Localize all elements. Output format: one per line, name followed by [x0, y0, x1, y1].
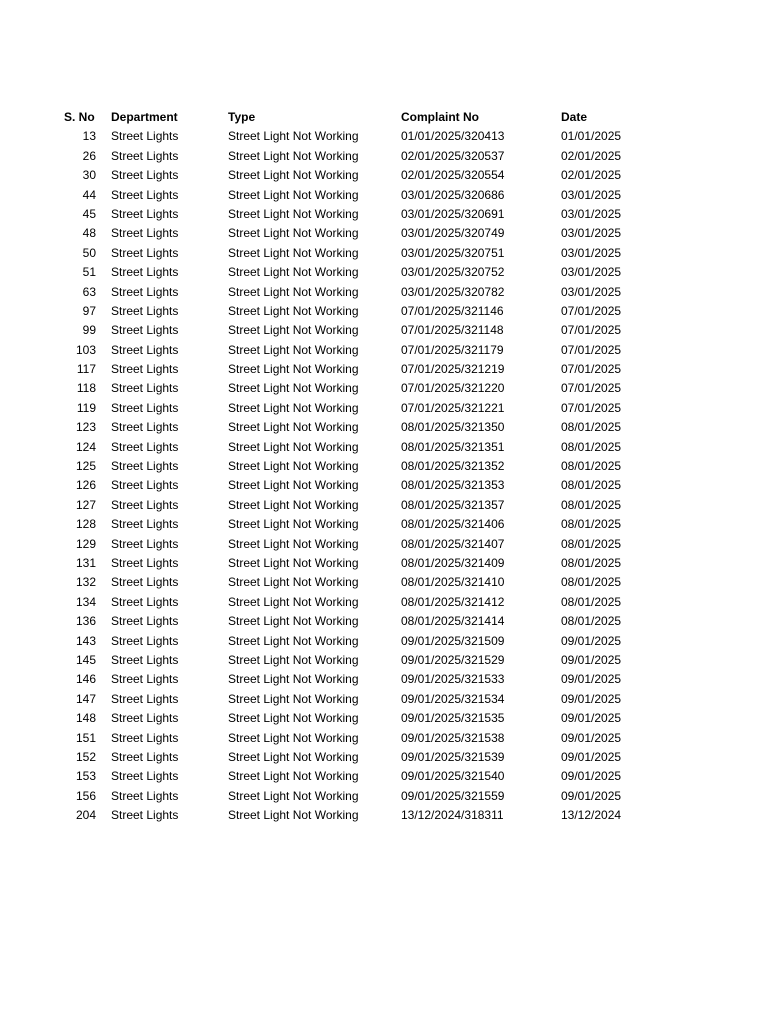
table-row — [0, 767, 768, 786]
cell-sno: 131 — [75, 555, 96, 570]
cell-type: Street Light Not Working — [228, 788, 359, 803]
table-row — [0, 806, 768, 825]
cell-date: 09/01/2025 — [561, 769, 622, 784]
cell-department: Street Lights — [111, 439, 179, 454]
cell-type: Street Light Not Working — [228, 517, 359, 532]
cell-type: Street Light Not Working — [228, 342, 359, 357]
cell-type: Street Light Not Working — [228, 148, 359, 163]
cell-type: Street Light Not Working — [228, 265, 359, 280]
cell-sno: 134 — [75, 594, 96, 609]
cell-date: 03/01/2025 — [561, 206, 622, 221]
cell-date: 07/01/2025 — [561, 342, 622, 357]
table-row — [0, 690, 768, 709]
cell-department: Street Lights — [111, 749, 179, 764]
cell-department: Street Lights — [111, 652, 179, 667]
cell-date: 08/01/2025 — [561, 614, 622, 629]
cell-complaint-no: 02/01/2025/320554 — [401, 168, 505, 183]
cell-sno: 132 — [75, 575, 96, 590]
table-row — [0, 573, 768, 592]
cell-complaint-no: 08/01/2025/321350 — [401, 420, 505, 435]
table-row — [0, 670, 768, 689]
table-row — [0, 399, 768, 418]
header-type: Type — [228, 110, 256, 124]
cell-date: 07/01/2025 — [561, 303, 622, 318]
cell-sno: 136 — [75, 614, 96, 629]
cell-sno: 153 — [75, 769, 96, 784]
cell-department: Street Lights — [111, 788, 179, 803]
cell-type: Street Light Not Working — [228, 691, 359, 706]
cell-complaint-no: 13/12/2024/318311 — [401, 808, 504, 823]
cell-complaint-no: 09/01/2025/321533 — [401, 672, 505, 687]
table-row — [0, 457, 768, 476]
table-row — [0, 709, 768, 728]
table-row — [0, 341, 768, 360]
cell-department: Street Lights — [111, 362, 179, 377]
table-row — [0, 418, 768, 437]
cell-date: 09/01/2025 — [561, 633, 622, 648]
table-row — [0, 283, 768, 302]
cell-department: Street Lights — [111, 769, 179, 784]
cell-sno: 143 — [75, 633, 96, 648]
cell-department: Street Lights — [111, 342, 179, 357]
cell-date: 09/01/2025 — [561, 749, 622, 764]
cell-type: Street Light Not Working — [228, 323, 359, 338]
cell-sno: 204 — [75, 808, 96, 823]
cell-type: Street Light Not Working — [228, 497, 359, 512]
cell-date: 07/01/2025 — [561, 381, 622, 396]
cell-sno: 50 — [82, 245, 96, 260]
table-row — [0, 186, 768, 205]
cell-department: Street Lights — [111, 555, 179, 570]
cell-complaint-no: 02/01/2025/320537 — [401, 148, 505, 163]
cell-date: 03/01/2025 — [561, 245, 622, 260]
cell-department: Street Lights — [111, 381, 179, 396]
cell-type: Street Light Not Working — [228, 633, 359, 648]
cell-type: Street Light Not Working — [228, 749, 359, 764]
cell-sno: 123 — [75, 420, 96, 435]
cell-sno: 45 — [82, 206, 96, 221]
cell-type: Street Light Not Working — [228, 284, 359, 299]
cell-complaint-no: 07/01/2025/321146 — [401, 303, 504, 318]
cell-date: 08/01/2025 — [561, 555, 622, 570]
table-row — [0, 496, 768, 515]
cell-department: Street Lights — [111, 168, 179, 183]
table-row — [0, 787, 768, 806]
cell-type: Street Light Not Working — [228, 575, 359, 590]
cell-department: Street Lights — [111, 808, 179, 823]
cell-complaint-no: 03/01/2025/320751 — [401, 245, 505, 260]
cell-department: Street Lights — [111, 614, 179, 629]
table-row — [0, 612, 768, 631]
cell-complaint-no: 09/01/2025/321509 — [401, 633, 505, 648]
cell-complaint-no: 08/01/2025/321407 — [401, 536, 505, 551]
cell-complaint-no: 03/01/2025/320749 — [401, 226, 505, 241]
table-row — [0, 632, 768, 651]
cell-type: Street Light Not Working — [228, 614, 359, 629]
cell-complaint-no: 08/01/2025/321410 — [401, 575, 505, 590]
table-row — [0, 127, 768, 146]
cell-date: 03/01/2025 — [561, 265, 622, 280]
cell-complaint-no: 09/01/2025/321540 — [401, 769, 505, 784]
cell-type: Street Light Not Working — [228, 129, 359, 144]
cell-sno: 51 — [82, 265, 96, 280]
cell-complaint-no: 08/01/2025/321409 — [401, 555, 505, 570]
cell-sno: 124 — [75, 439, 96, 454]
cell-date: 09/01/2025 — [561, 691, 622, 706]
cell-complaint-no: 09/01/2025/321539 — [401, 749, 505, 764]
cell-type: Street Light Not Working — [228, 769, 359, 784]
cell-type: Street Light Not Working — [228, 245, 359, 260]
cell-type: Street Light Not Working — [228, 187, 359, 202]
table-row — [0, 147, 768, 166]
table-row — [0, 379, 768, 398]
cell-complaint-no: 07/01/2025/321148 — [401, 323, 504, 338]
cell-sno: 151 — [75, 730, 96, 745]
complaints-table — [0, 108, 768, 825]
cell-department: Street Lights — [111, 594, 179, 609]
cell-date: 09/01/2025 — [561, 672, 622, 687]
cell-date: 02/01/2025 — [561, 148, 622, 163]
cell-type: Street Light Not Working — [228, 303, 359, 318]
cell-sno: 126 — [75, 478, 96, 493]
cell-sno: 103 — [75, 342, 96, 357]
cell-type: Street Light Not Working — [228, 652, 359, 667]
cell-department: Street Lights — [111, 284, 179, 299]
cell-type: Street Light Not Working — [228, 808, 359, 823]
cell-department: Street Lights — [111, 633, 179, 648]
cell-date: 09/01/2025 — [561, 652, 622, 667]
cell-date: 08/01/2025 — [561, 439, 622, 454]
cell-complaint-no: 01/01/2025/320413 — [401, 129, 505, 144]
cell-date: 08/01/2025 — [561, 459, 622, 474]
cell-sno: 127 — [75, 497, 96, 512]
table-header-row — [0, 108, 768, 127]
table-row — [0, 166, 768, 185]
cell-date: 09/01/2025 — [561, 788, 622, 803]
cell-complaint-no: 09/01/2025/321535 — [401, 711, 505, 726]
cell-type: Street Light Not Working — [228, 594, 359, 609]
cell-sno: 48 — [82, 226, 96, 241]
table-row — [0, 205, 768, 224]
cell-sno: 30 — [82, 168, 96, 183]
cell-department: Street Lights — [111, 459, 179, 474]
cell-sno: 128 — [75, 517, 96, 532]
cell-sno: 118 — [76, 381, 96, 396]
cell-sno: 44 — [82, 187, 96, 202]
cell-department: Street Lights — [111, 245, 179, 260]
cell-type: Street Light Not Working — [228, 362, 359, 377]
cell-department: Street Lights — [111, 420, 179, 435]
cell-department: Street Lights — [111, 187, 179, 202]
cell-type: Street Light Not Working — [228, 536, 359, 551]
cell-date: 08/01/2025 — [561, 497, 622, 512]
cell-department: Street Lights — [111, 323, 179, 338]
cell-type: Street Light Not Working — [228, 381, 359, 396]
cell-type: Street Light Not Working — [228, 459, 359, 474]
cell-complaint-no: 03/01/2025/320686 — [401, 187, 505, 202]
cell-sno: 26 — [82, 148, 96, 163]
cell-department: Street Lights — [111, 206, 179, 221]
cell-department: Street Lights — [111, 265, 179, 280]
table-row — [0, 554, 768, 573]
cell-type: Street Light Not Working — [228, 478, 359, 493]
cell-complaint-no: 09/01/2025/321538 — [401, 730, 505, 745]
cell-department: Street Lights — [111, 129, 179, 144]
cell-type: Street Light Not Working — [228, 439, 359, 454]
cell-date: 07/01/2025 — [561, 400, 622, 415]
cell-complaint-no: 07/01/2025/321220 — [401, 381, 505, 396]
cell-date: 07/01/2025 — [561, 323, 622, 338]
cell-department: Street Lights — [111, 226, 179, 241]
cell-date: 03/01/2025 — [561, 187, 622, 202]
cell-complaint-no: 03/01/2025/320782 — [401, 284, 505, 299]
cell-sno: 156 — [75, 788, 96, 803]
cell-date: 07/01/2025 — [561, 362, 622, 377]
cell-department: Street Lights — [111, 672, 179, 687]
cell-date: 01/01/2025 — [561, 129, 622, 144]
cell-complaint-no: 08/01/2025/321414 — [401, 614, 505, 629]
header-department: Department — [111, 110, 178, 124]
cell-department: Street Lights — [111, 730, 179, 745]
cell-sno: 129 — [75, 536, 96, 551]
cell-department: Street Lights — [111, 303, 179, 318]
cell-sno: 145 — [75, 652, 96, 667]
cell-type: Street Light Not Working — [228, 555, 359, 570]
cell-department: Street Lights — [111, 478, 179, 493]
cell-date: 08/01/2025 — [561, 420, 622, 435]
table-row — [0, 748, 768, 767]
cell-type: Street Light Not Working — [228, 226, 359, 241]
cell-department: Street Lights — [111, 517, 179, 532]
cell-complaint-no: 08/01/2025/321412 — [401, 594, 505, 609]
cell-date: 02/01/2025 — [561, 168, 622, 183]
cell-complaint-no: 09/01/2025/321529 — [401, 652, 505, 667]
table-row — [0, 263, 768, 282]
cell-complaint-no: 08/01/2025/321353 — [401, 478, 505, 493]
cell-sno: 125 — [75, 459, 96, 474]
cell-complaint-no: 03/01/2025/320752 — [401, 265, 505, 280]
cell-type: Street Light Not Working — [228, 168, 359, 183]
cell-date: 09/01/2025 — [561, 730, 622, 745]
table-row — [0, 224, 768, 243]
cell-date: 08/01/2025 — [561, 478, 622, 493]
table-row — [0, 244, 768, 263]
cell-type: Street Light Not Working — [228, 420, 359, 435]
cell-date: 03/01/2025 — [561, 226, 622, 241]
cell-department: Street Lights — [111, 575, 179, 590]
cell-complaint-no: 07/01/2025/321219 — [401, 362, 505, 377]
table-row — [0, 321, 768, 340]
cell-date: 13/12/2024 — [561, 808, 622, 823]
cell-department: Street Lights — [111, 148, 179, 163]
cell-complaint-no: 07/01/2025/321179 — [401, 342, 504, 357]
cell-sno: 119 — [76, 400, 96, 415]
cell-sno: 117 — [76, 362, 96, 377]
cell-complaint-no: 09/01/2025/321559 — [401, 788, 505, 803]
cell-complaint-no: 03/01/2025/320691 — [401, 206, 505, 221]
cell-sno: 147 — [75, 691, 96, 706]
cell-department: Street Lights — [111, 536, 179, 551]
table-row — [0, 515, 768, 534]
cell-date: 03/01/2025 — [561, 284, 622, 299]
cell-department: Street Lights — [111, 711, 179, 726]
cell-type: Street Light Not Working — [228, 711, 359, 726]
cell-sno: 148 — [75, 711, 96, 726]
cell-date: 08/01/2025 — [561, 594, 622, 609]
table-row — [0, 438, 768, 457]
cell-sno: 97 — [82, 303, 96, 318]
cell-complaint-no: 08/01/2025/321406 — [401, 517, 505, 532]
table-row — [0, 651, 768, 670]
cell-type: Street Light Not Working — [228, 400, 359, 415]
header-date: Date — [561, 110, 588, 124]
cell-sno: 146 — [75, 672, 96, 687]
cell-complaint-no: 07/01/2025/321221 — [401, 400, 505, 415]
cell-date: 09/01/2025 — [561, 711, 622, 726]
cell-department: Street Lights — [111, 497, 179, 512]
cell-date: 08/01/2025 — [561, 575, 622, 590]
header-sno: S. No — [64, 110, 95, 124]
cell-complaint-no: 08/01/2025/321352 — [401, 459, 505, 474]
cell-sno: 13 — [82, 129, 96, 144]
cell-sno: 99 — [82, 323, 96, 338]
cell-date: 08/01/2025 — [561, 517, 622, 532]
table-row — [0, 302, 768, 321]
table-row — [0, 729, 768, 748]
table-row — [0, 360, 768, 379]
cell-complaint-no: 08/01/2025/321357 — [401, 497, 505, 512]
cell-complaint-no: 09/01/2025/321534 — [401, 691, 505, 706]
cell-sno: 63 — [82, 284, 96, 299]
cell-sno: 152 — [75, 749, 96, 764]
cell-complaint-no: 08/01/2025/321351 — [401, 439, 505, 454]
cell-date: 08/01/2025 — [561, 536, 622, 551]
cell-type: Street Light Not Working — [228, 730, 359, 745]
table-row — [0, 593, 768, 612]
header-complaint-no: Complaint No — [401, 110, 479, 124]
table-body — [0, 127, 768, 825]
cell-department: Street Lights — [111, 400, 179, 415]
cell-department: Street Lights — [111, 691, 179, 706]
cell-type: Street Light Not Working — [228, 206, 359, 221]
table-row — [0, 535, 768, 554]
cell-type: Street Light Not Working — [228, 672, 359, 687]
table-row — [0, 476, 768, 495]
